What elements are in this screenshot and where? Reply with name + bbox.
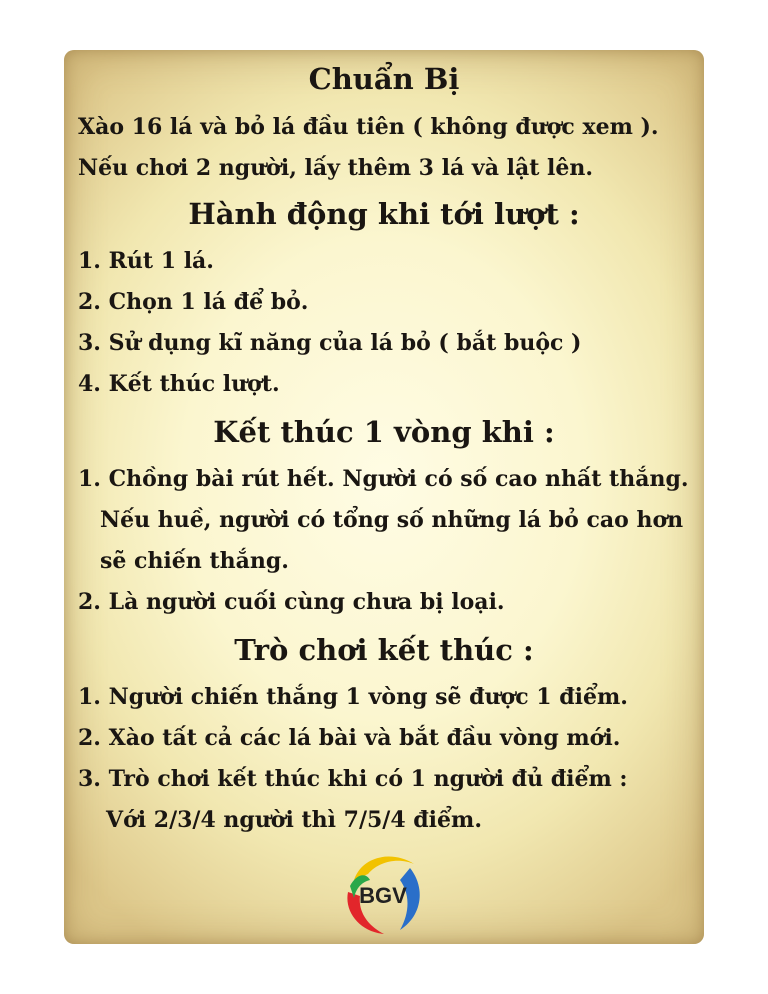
round-end-line-1: 1. Chồng bài rút hết. Người có số cao nhất thắng. [78, 466, 689, 492]
heading-round-end: Kết thúc 1 vòng khi : [213, 415, 555, 449]
turn-action-4: 4. Kết thúc lượt. [78, 371, 280, 397]
round-end-line-3: sẽ chiến thắng. [100, 548, 289, 574]
heading-turn-actions: Hành động khi tới lượt : [188, 197, 580, 231]
preparation-line-1: Xào 16 lá và bỏ lá đầu tiên ( không được xem ). [78, 114, 659, 140]
logo-text: BGV [359, 883, 407, 908]
bgv-logo [340, 850, 426, 936]
heading-preparation: Chuẩn Bị [308, 62, 460, 96]
rules-card [64, 50, 704, 944]
turn-action-3: 3. Sử dụng kĩ năng của lá bỏ ( bắt buộc ) [78, 330, 582, 356]
game-end-line-3: 3. Trò chơi kết thúc khi có 1 người đủ điểm : [78, 766, 628, 792]
heading-game-end: Trò chơi kết thúc : [234, 633, 534, 667]
preparation-line-2: Nếu chơi 2 người, lấy thêm 3 lá và lật lên. [78, 155, 594, 181]
round-end-line-4: 2. Là người cuối cùng chưa bị loại. [78, 589, 505, 615]
game-end-line-2: 2. Xào tất cả các lá bài và bắt đầu vòng mới. [78, 725, 621, 751]
turn-action-2: 2. Chọn 1 lá để bỏ. [78, 289, 309, 315]
round-end-line-2: Nếu huề, người có tổng số những lá bỏ cao hơn [100, 507, 684, 533]
game-end-line-4: Với 2/3/4 người thì 7/5/4 điểm. [106, 807, 482, 833]
game-end-line-1: 1. Người chiến thắng 1 vòng sẽ được 1 điểm. [78, 684, 628, 710]
turn-action-1: 1. Rút 1 lá. [78, 248, 214, 274]
